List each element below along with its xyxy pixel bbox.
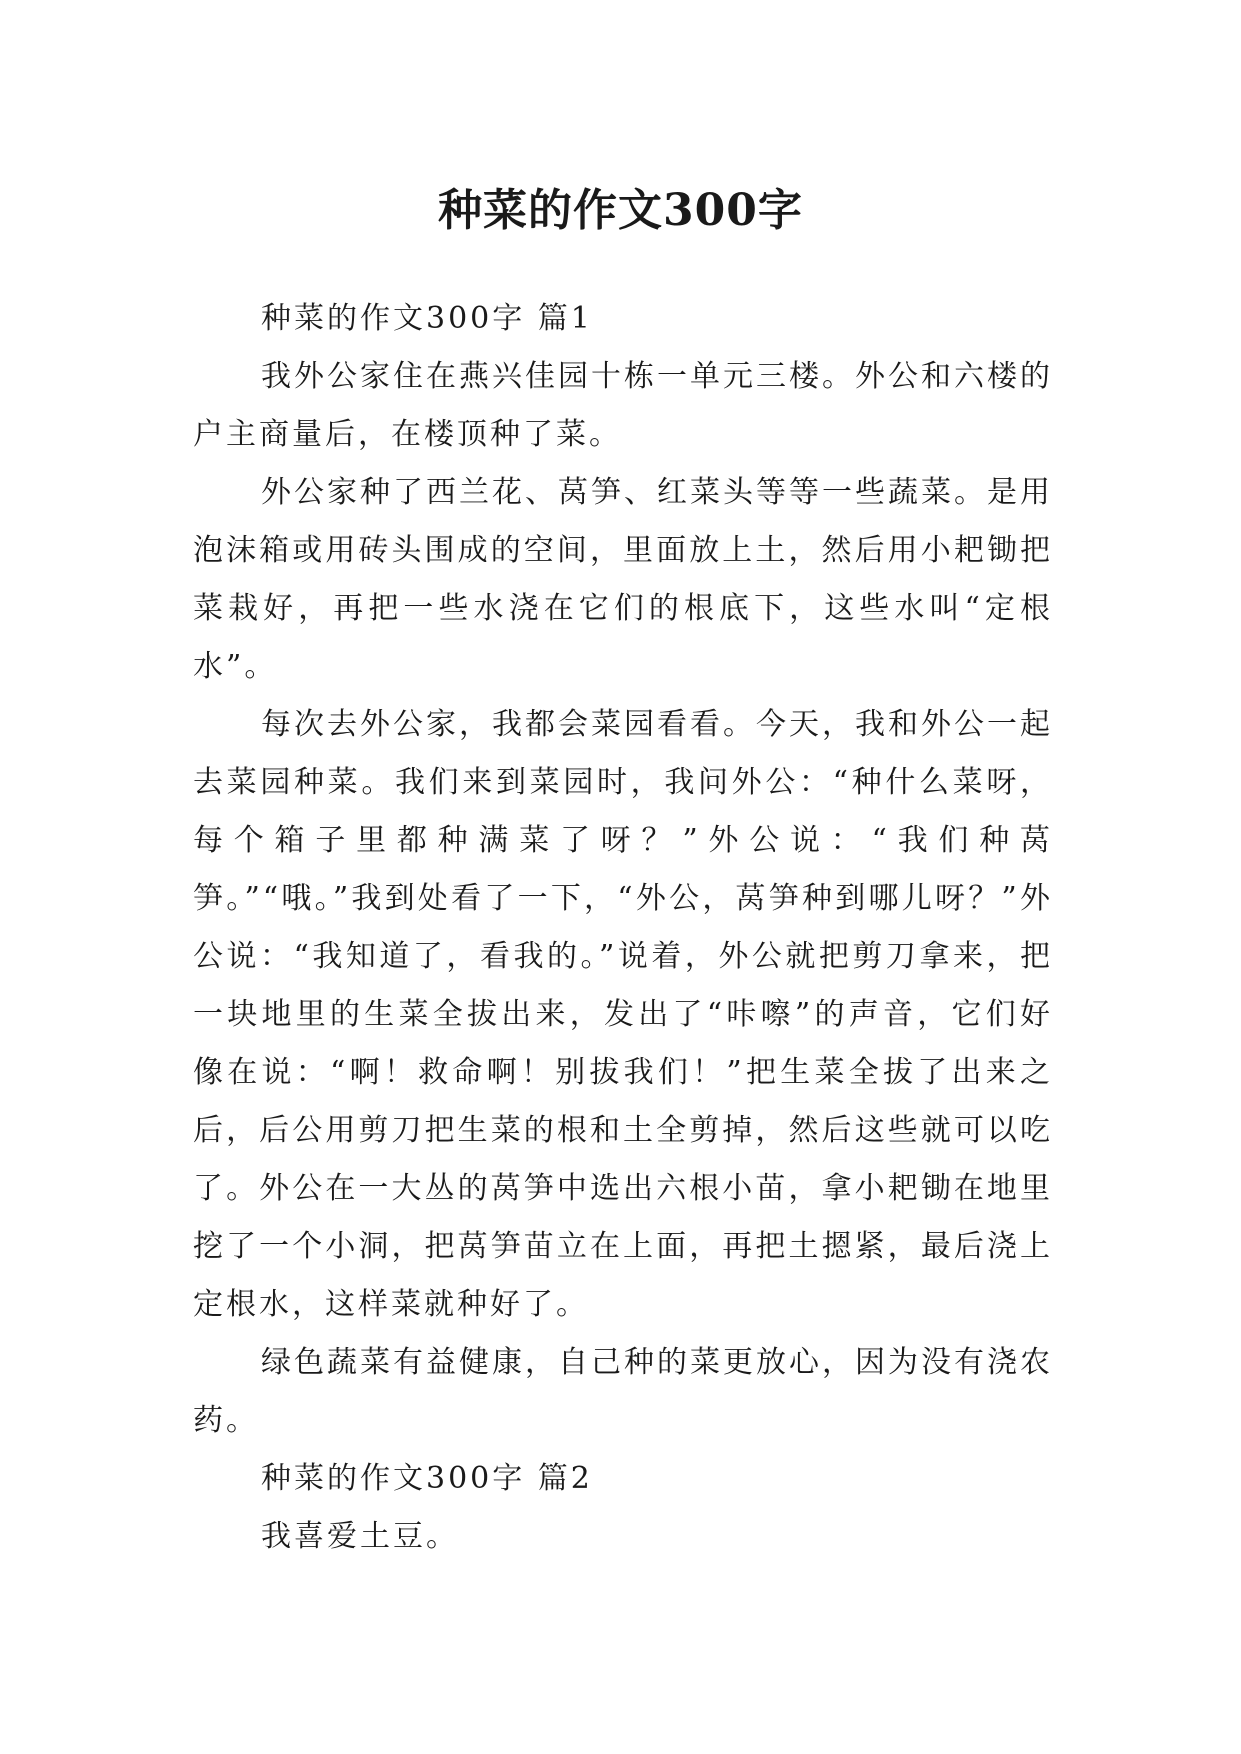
paragraph: 绿色蔬菜有益健康，自己种的菜更放心，因为没有浇农药。 — [193, 1345, 1053, 1438]
document-title: 种菜的作文300字 — [438, 185, 803, 237]
section-heading-2: 种菜的作文300字 篇2 — [261, 1461, 593, 1496]
document-body — [193, 290, 1053, 1566]
paragraph: 外公家种了西兰花、莴笋、红菜头等等一些蔬菜。是用泡沫箱或用砖头围成的空间，里面放上土，然后用小耙锄把菜栽好，再把一些水浇在它们的根底下，这些水叫“定根水”。 — [193, 475, 1053, 684]
paragraph: 我外公家住在燕兴佳园十栋一单元三楼。外公和六楼的户主商量后，在楼顶种了菜。 — [193, 359, 1053, 452]
paragraph: 我喜爱土豆。 — [261, 1519, 459, 1554]
section-heading-1: 种菜的作文300字 篇1 — [261, 301, 593, 336]
paragraph: 每次去外公家，我都会菜园看看。今天，我和外公一起去菜园种菜。我们来到菜园时，我问外公：“种什么菜呀，每个箱子里都种满菜了呀？”外公说：“我们种莴笋。”“哦。”我到处看了一下，“外公，莴笋种到哪儿呀？”外公说：“我知道了，看我的。”说着，外公就把剪刀拿来，把一块地里的生菜全拔出来，发出了“咔嚓”的声音，它们好像在说：“啊！救命啊！别拔我们！”把生菜全拔了出来之后，后公用剪刀把生菜的根和土全剪掉，然后这些就可以吃了。外公在一大丛的莴笋中选出六根小苗，拿小耙锄在地里挖了一个小洞，把莴笋苗立在上面，再把土摁紧，最后浇上定根水，这样菜就种好了。 — [193, 707, 1053, 1322]
